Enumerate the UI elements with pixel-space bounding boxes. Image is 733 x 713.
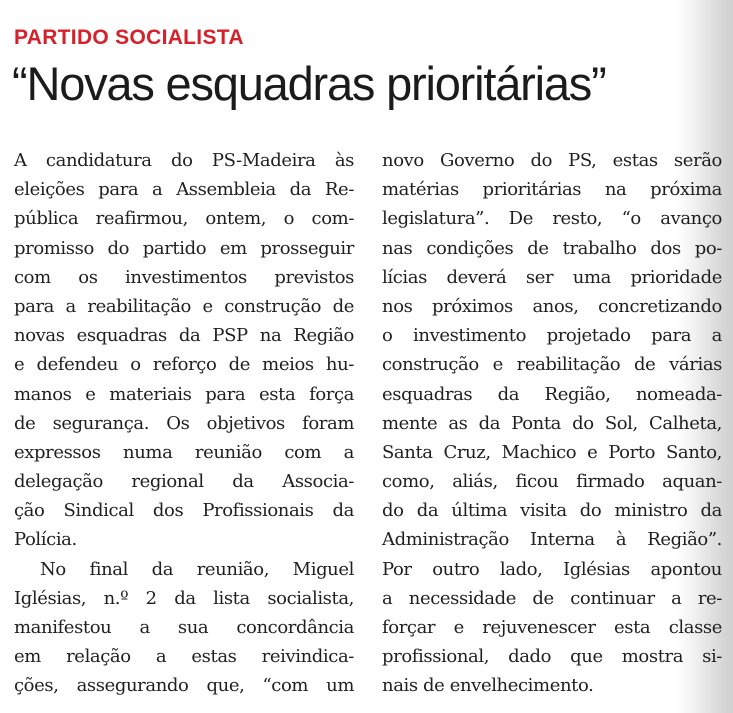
body-text-line: esquadras da Região, nomeada- xyxy=(382,383,722,405)
body-text-line: para a reabilitação e construção de xyxy=(14,295,354,317)
body-text-line: forçar e rejuvenescer esta classe xyxy=(382,617,722,638)
body-text-line: promisso do partido em prosseguir xyxy=(14,237,354,259)
body-text-line: eleições para a Assembleia da Re- xyxy=(14,179,354,201)
body-text-line: Por outro lado, Iglésias apontou xyxy=(382,558,722,580)
body-text-line: Santa Cruz, Machico e Porto Santo, xyxy=(382,441,722,463)
body-text-line: expressos numa reunião com a xyxy=(14,441,354,463)
body-text-line: legislatura”. De resto, “o avanço xyxy=(382,208,722,230)
body-text-line: ções, assegurando que, “com um xyxy=(14,675,354,697)
body-text-line: lícias deverá ser uma prioridade xyxy=(382,266,722,288)
article-headline: “Novas esquadras prioritárias” xyxy=(12,57,606,110)
body-text-line: em relação a estas reivindica- xyxy=(14,646,354,668)
body-text-line: pública reafirmou, ontem, o com- xyxy=(14,208,354,230)
body-text-line: manifestou a sua concordância xyxy=(14,617,354,638)
body-text-line: com os investimentos previstos xyxy=(14,266,354,288)
body-text-line: nos próximos anos, concretizando xyxy=(382,295,722,317)
body-text-line: No final da reunião, Miguel xyxy=(40,558,354,580)
body-text-line: Polícia. xyxy=(14,529,77,551)
article-body-left-column xyxy=(14,146,354,701)
body-text-line: do da última visita do ministro da xyxy=(382,500,722,522)
body-text-line: nas condições de trabalho dos po- xyxy=(382,237,722,259)
body-text-line: novo Governo do PS, estas serão xyxy=(382,150,722,171)
body-text-line: profissional, dado que mostra si- xyxy=(382,646,722,668)
body-text-line: matérias prioritárias na próxima xyxy=(382,179,722,201)
body-text-line: delegação regional da Associa- xyxy=(14,471,354,493)
body-text-line: Administração Interna à Região”. xyxy=(382,529,722,551)
body-text-line: nais de envelhecimento. xyxy=(382,675,594,697)
body-text-line: a necessidade de continuar a re- xyxy=(382,587,722,609)
body-text-line: o investimento projetado para a xyxy=(382,325,722,347)
body-text-line: manos e materiais para esta força xyxy=(14,383,354,405)
body-text-line: novas esquadras da PSP na Região xyxy=(14,325,354,347)
body-text-line: A candidatura do PS-Madeira às xyxy=(14,150,354,171)
body-text-line: Iglésias, n.º 2 da lista socialista, xyxy=(14,587,354,609)
body-text-line: ção Sindical dos Profissionais da xyxy=(14,500,354,522)
body-text-line: de segurança. Os objetivos foram xyxy=(14,412,354,434)
article-body-right-column xyxy=(382,146,722,701)
body-text-line: como, aliás, ficou firmado aquan- xyxy=(382,471,722,493)
body-text-line: e defendeu o reforço de meios hu- xyxy=(14,354,354,376)
body-text-line: mente as da Ponta do Sol, Calheta, xyxy=(382,412,722,434)
section-kicker: PARTIDO SOCIALISTA xyxy=(14,26,244,49)
body-text-line: construção e reabilitação de várias xyxy=(382,354,722,376)
